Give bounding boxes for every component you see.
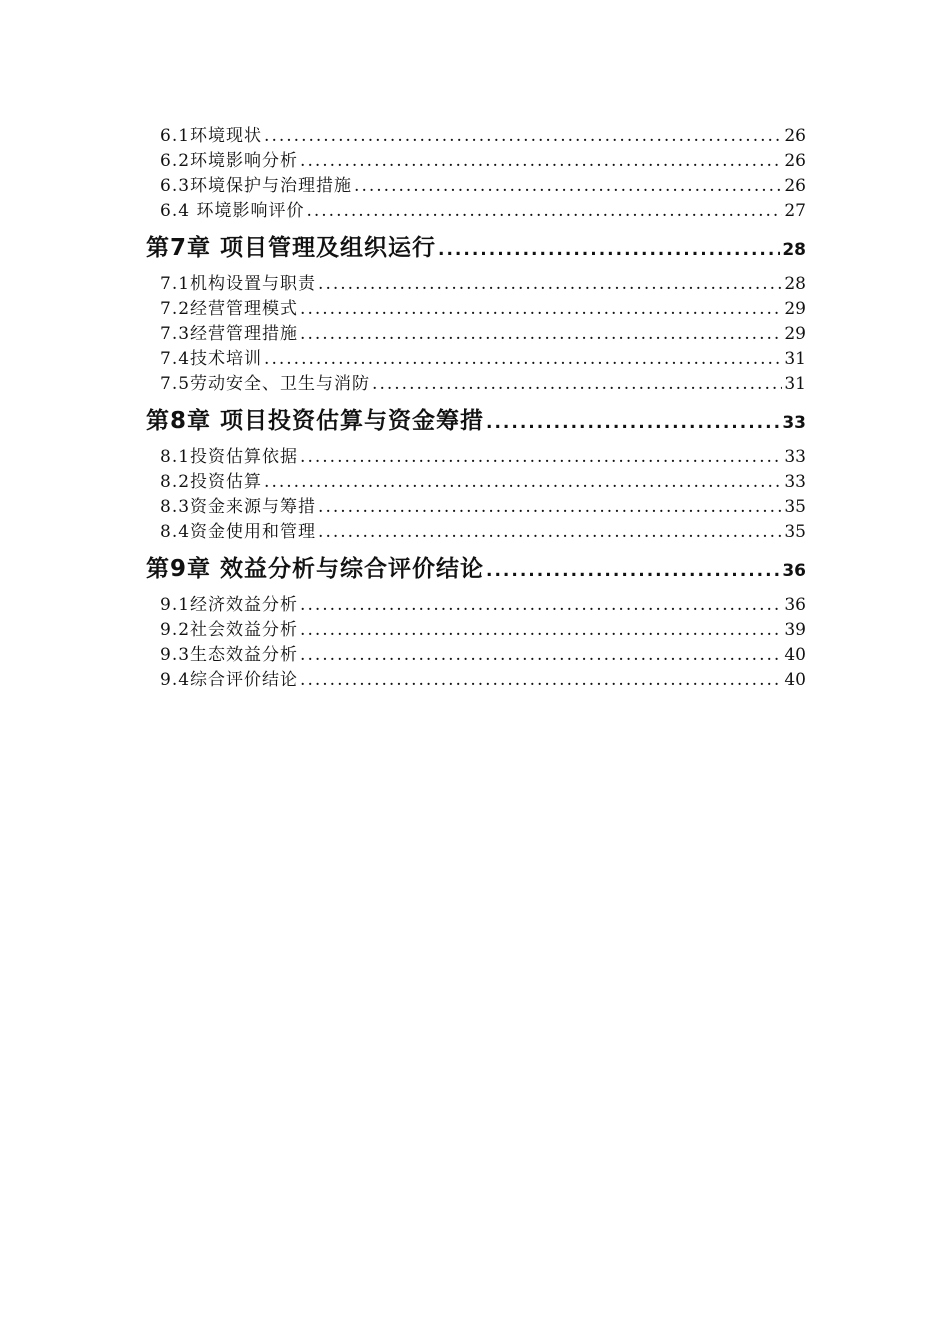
toc-entry-page: 33 (784, 447, 806, 467)
toc-chapter-8[interactable] (146, 404, 806, 438)
dot-leader (300, 668, 782, 693)
toc-entry-page: 35 (784, 497, 806, 517)
toc-entry-title: 8.3资金来源与筹措 (160, 497, 317, 517)
toc-entry-9-1[interactable] (146, 593, 806, 618)
toc-entry-8-4[interactable] (146, 520, 806, 545)
toc-entry-page: 31 (784, 374, 806, 394)
toc-entry-page: 26 (784, 126, 806, 146)
toc-entry-9-4[interactable] (146, 668, 806, 693)
toc-entry-6-4[interactable] (146, 199, 806, 224)
toc-entry-8-1[interactable] (146, 445, 806, 470)
dot-leader (300, 593, 782, 618)
toc-entry-title: 8.2投资估算 (160, 472, 263, 492)
toc-entry-7-5[interactable] (146, 372, 806, 397)
dot-leader (354, 174, 782, 199)
toc-entry-7-3[interactable] (146, 322, 806, 347)
toc-entry-page: 35 (784, 522, 806, 542)
toc-entry-8-3[interactable] (146, 495, 806, 520)
toc-entry-title: 7.5劳动安全、卫生与消防 (160, 374, 371, 394)
toc-entry-9-2[interactable] (146, 618, 806, 643)
toc-entry-title: 9.4综合评价结论 (160, 670, 299, 690)
dot-leader (318, 520, 782, 545)
toc-entry-title: 6.3环境保护与治理措施 (160, 176, 353, 196)
toc-entry-page: 31 (784, 349, 806, 369)
toc-entry-7-4[interactable] (146, 347, 806, 372)
toc-entry-6-3[interactable] (146, 174, 806, 199)
dot-leader (486, 406, 780, 440)
toc-entry-9-3[interactable] (146, 643, 806, 668)
dot-leader (264, 347, 782, 372)
dot-leader (264, 124, 782, 149)
toc-entry-title: 6.1环境现状 (160, 126, 263, 146)
dot-leader (318, 495, 782, 520)
toc-chapter-title: 第9章 效益分析与综合评价结论 (146, 556, 485, 582)
toc-entry-page: 33 (784, 472, 806, 492)
dot-leader (300, 618, 782, 643)
toc-entry-page: 28 (784, 274, 806, 294)
toc-entry-title: 6.4 环境影响评价 (160, 201, 305, 221)
toc-entry-page: 29 (784, 299, 806, 319)
toc-entry-title: 9.1经济效益分析 (160, 595, 299, 615)
toc-entry-page: 40 (784, 645, 806, 665)
dot-leader (300, 297, 782, 322)
toc-chapter-page: 33 (782, 413, 806, 433)
toc-entry-title: 7.3经营管理措施 (160, 324, 299, 344)
toc-entry-page: 29 (784, 324, 806, 344)
dot-leader (300, 149, 782, 174)
dot-leader (486, 554, 780, 588)
toc-entry-title: 9.2社会效益分析 (160, 620, 299, 640)
toc-entry-6-1[interactable] (146, 124, 806, 149)
dot-leader (306, 199, 782, 224)
toc-entry-7-1[interactable] (146, 272, 806, 297)
toc-entry-title: 7.4技术培训 (160, 349, 263, 369)
dot-leader (318, 272, 782, 297)
table-of-contents (146, 124, 806, 693)
toc-chapter-9[interactable] (146, 552, 806, 586)
toc-entry-7-2[interactable] (146, 297, 806, 322)
dot-leader (300, 445, 782, 470)
toc-entry-page: 40 (784, 670, 806, 690)
toc-entry-6-2[interactable] (146, 149, 806, 174)
toc-entry-title: 8.4资金使用和管理 (160, 522, 317, 542)
toc-chapter-page: 36 (782, 561, 806, 581)
dot-leader (300, 643, 782, 668)
dot-leader (372, 372, 782, 397)
toc-entry-title: 6.2环境影响分析 (160, 151, 299, 171)
toc-entry-title: 7.1机构设置与职责 (160, 274, 317, 294)
dot-leader (264, 470, 782, 495)
toc-chapter-title: 第8章 项目投资估算与资金筹措 (146, 408, 485, 434)
toc-entry-page: 26 (784, 176, 806, 196)
dot-leader (438, 233, 780, 267)
toc-entry-title: 8.1投资估算依据 (160, 447, 299, 467)
toc-chapter-page: 28 (782, 240, 806, 260)
toc-entry-page: 27 (784, 201, 806, 221)
toc-entry-page: 26 (784, 151, 806, 171)
toc-entry-page: 36 (784, 595, 806, 615)
toc-chapter-title: 第7章 项目管理及组织运行 (146, 235, 437, 261)
toc-entry-title: 9.3生态效益分析 (160, 645, 299, 665)
toc-entry-page: 39 (784, 620, 806, 640)
dot-leader (300, 322, 782, 347)
toc-entry-8-2[interactable] (146, 470, 806, 495)
toc-chapter-7[interactable] (146, 231, 806, 265)
toc-entry-title: 7.2经营管理模式 (160, 299, 299, 319)
